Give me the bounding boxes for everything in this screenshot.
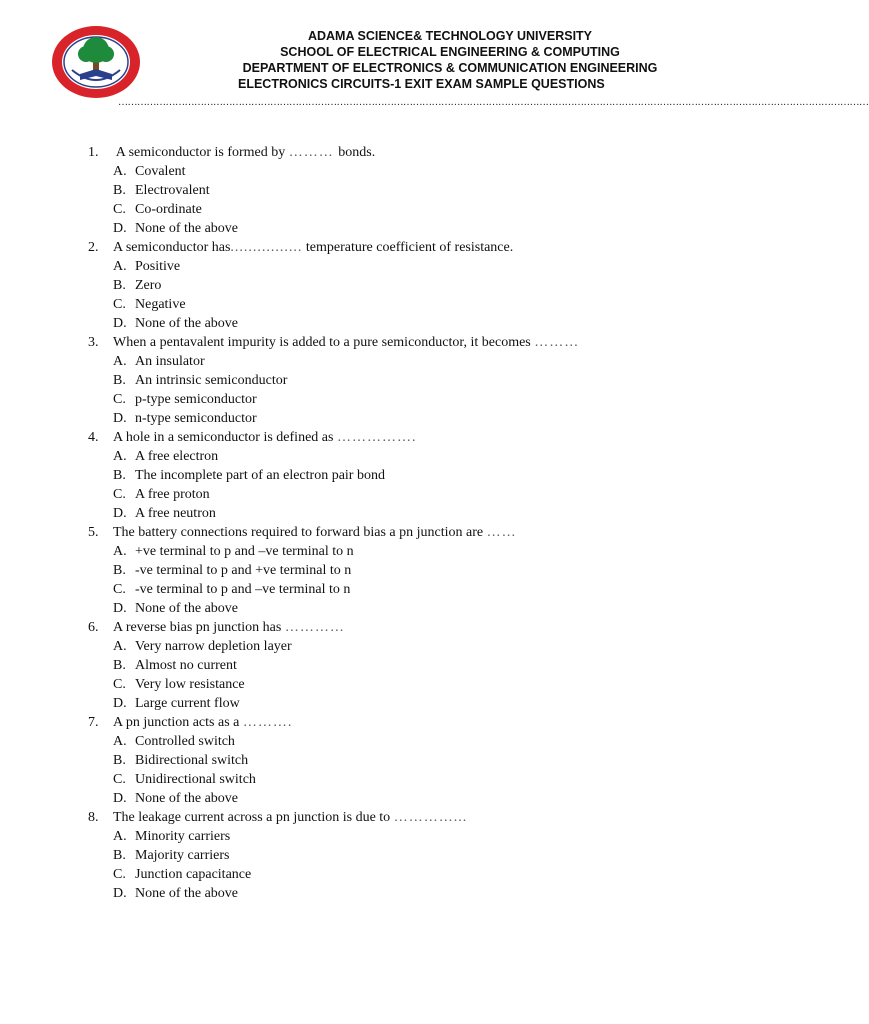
option-letter: C. [113,487,126,502]
answer-option [88,466,728,485]
option-letter: A. [113,164,127,179]
option-text: A free proton [135,487,210,502]
option-text: A free neutron [135,506,216,521]
option-text: None of the above [135,886,239,901]
question-item [88,713,728,808]
question-item [88,143,728,238]
question-item [88,618,728,713]
option-letter: B. [113,753,126,768]
question-stem [88,333,728,352]
answer-option [88,390,728,409]
option-letter: A. [113,449,127,464]
option-letter: D. [113,316,127,331]
answer-option [88,276,728,295]
question-stem [88,143,728,162]
header-divider: ………………………………………………………………………………………………………………………………………………………………………………………………………………… [118,97,869,108]
answer-option [88,580,728,599]
option-text: Large current flow [135,696,240,711]
option-letter: D. [113,221,127,236]
question-stem [88,238,728,257]
question-number: 3. [88,335,99,350]
question-text: A hole in a semiconductor is defined as [113,430,337,445]
option-text: n-type semiconductor [135,411,257,426]
question-number: 6. [88,620,99,635]
option-letter: A. [113,259,127,274]
option-letter: A. [113,829,127,844]
question-item [88,333,728,428]
option-letter: B. [113,373,126,388]
option-letter: B. [113,278,126,293]
option-letter: A. [113,734,127,749]
option-text: None of the above [135,601,239,616]
option-text: Co-ordinate [135,202,202,217]
option-letter: C. [113,297,126,312]
option-text: None of the above [135,221,239,236]
answer-option [88,656,728,675]
exam-title: ELECTRONICS CIRCUITS-1 EXIT EXAM SAMPLE QUESTIONS [238,77,605,91]
option-letter: C. [113,867,126,882]
option-text: p-type semiconductor [135,392,257,407]
school-name: SCHOOL OF ELECTRICAL ENGINEERING & COMPUTING [280,45,620,59]
question-number: 2. [88,240,99,255]
option-text: Zero [135,278,162,293]
option-text: Negative [135,297,186,312]
question-item [88,238,728,333]
answer-option [88,485,728,504]
answer-blank: …………... [393,810,468,825]
answer-option [88,257,728,276]
option-letter: C. [113,202,126,217]
answer-blank: ………… [284,620,345,635]
option-letter: D. [113,411,127,426]
option-text: Positive [135,259,181,274]
question-number: 7. [88,715,99,730]
answer-option [88,409,728,428]
option-letter: C. [113,772,126,787]
question-number: 4. [88,430,99,445]
question-text: A semiconductor is formed by [113,145,289,160]
option-text: An insulator [135,354,205,369]
option-letter: C. [113,582,126,597]
option-letter: D. [113,601,127,616]
option-text: An intrinsic semiconductor [135,373,288,388]
option-text: None of the above [135,791,239,806]
question-tail: temperature coefficient of resistance. [302,240,514,255]
answer-option [88,599,728,618]
option-text: None of the above [135,316,239,331]
option-letter: B. [113,848,126,863]
question-stem [88,713,728,732]
question-tail: bonds. [338,145,376,160]
question-item [88,428,728,523]
option-text: Junction capacitance [135,867,252,882]
university-logo [50,24,142,100]
answer-option [88,637,728,656]
university-name: ADAMA SCIENCE& TECHNOLOGY UNIVERSITY [307,29,593,43]
question-number: 8. [88,810,99,825]
option-letter: B. [113,658,126,673]
option-text: Minority carriers [135,829,231,844]
option-text: Bidirectional switch [135,753,249,768]
answer-option [88,694,728,713]
option-letter: B. [113,468,126,483]
question-text: The battery connections required to forward bias a pn junction are [113,525,487,540]
answer-option [88,827,728,846]
question-number: 1. [88,145,99,160]
option-letter: D. [113,506,127,521]
answer-option [88,846,728,865]
answer-blank: ……… [288,145,339,160]
answer-blank: …… [486,525,517,540]
answer-blank: ................ [230,240,303,255]
answer-option [88,789,728,808]
answer-option [88,181,728,200]
question-stem [88,808,728,827]
answer-option [88,542,728,561]
answer-option [88,504,728,523]
option-text: -ve terminal to p and +ve terminal to n [135,563,352,578]
option-letter: C. [113,392,126,407]
answer-blank: ……… [534,335,580,350]
option-text: Covalent [135,164,186,179]
question-stem [88,523,728,542]
option-letter: D. [113,886,127,901]
answer-option [88,561,728,580]
option-text: Electrovalent [135,183,210,198]
answer-blank: ………. [242,715,293,730]
option-letter: B. [113,183,126,198]
question-text: When a pentavalent impurity is added to a pure semiconductor, it becomes [113,335,535,350]
answer-option [88,371,728,390]
option-letter: A. [113,544,127,559]
option-text: A free electron [135,449,219,464]
question-text: The leakage current across a pn junction is due to [113,810,394,825]
answer-option [88,314,728,333]
option-text: +ve terminal to p and –ve terminal to n [135,544,354,559]
option-letter: A. [113,354,127,369]
answer-option [88,770,728,789]
question-stem [88,618,728,637]
question-stem [88,428,728,447]
answer-option [88,675,728,694]
answer-option [88,200,728,219]
answer-option [88,162,728,181]
option-letter: A. [113,639,127,654]
question-text: A semiconductor has [113,240,231,255]
answer-option [88,865,728,884]
question-item [88,808,728,903]
answer-option [88,447,728,466]
question-text: A reverse bias pn junction has [113,620,285,635]
question-list [88,143,728,903]
document-header [150,28,750,92]
option-text: Very low resistance [135,677,245,692]
option-text: -ve terminal to p and –ve terminal to n [135,582,351,597]
answer-option [88,295,728,314]
option-letter: C. [113,677,126,692]
answer-option [88,219,728,238]
option-letter: D. [113,696,127,711]
option-text: Almost no current [135,658,237,673]
department-name: DEPARTMENT OF ELECTRONICS & COMMUNICATION ENGINEERING [242,61,658,75]
option-text: The incomplete part of an electron pair bond [135,468,385,483]
answer-blank: ……………. [336,430,417,445]
option-letter: B. [113,563,126,578]
question-item [88,523,728,618]
answer-option [88,751,728,770]
option-text: Very narrow depletion layer [135,639,292,654]
answer-option [88,352,728,371]
option-text: Unidirectional switch [135,772,256,787]
question-text: A pn junction acts as a [113,715,243,730]
answer-option [88,884,728,903]
answer-option [88,732,728,751]
option-text: Controlled switch [135,734,235,749]
option-letter: D. [113,791,127,806]
question-number: 5. [88,525,99,540]
option-text: Majority carriers [135,848,230,863]
